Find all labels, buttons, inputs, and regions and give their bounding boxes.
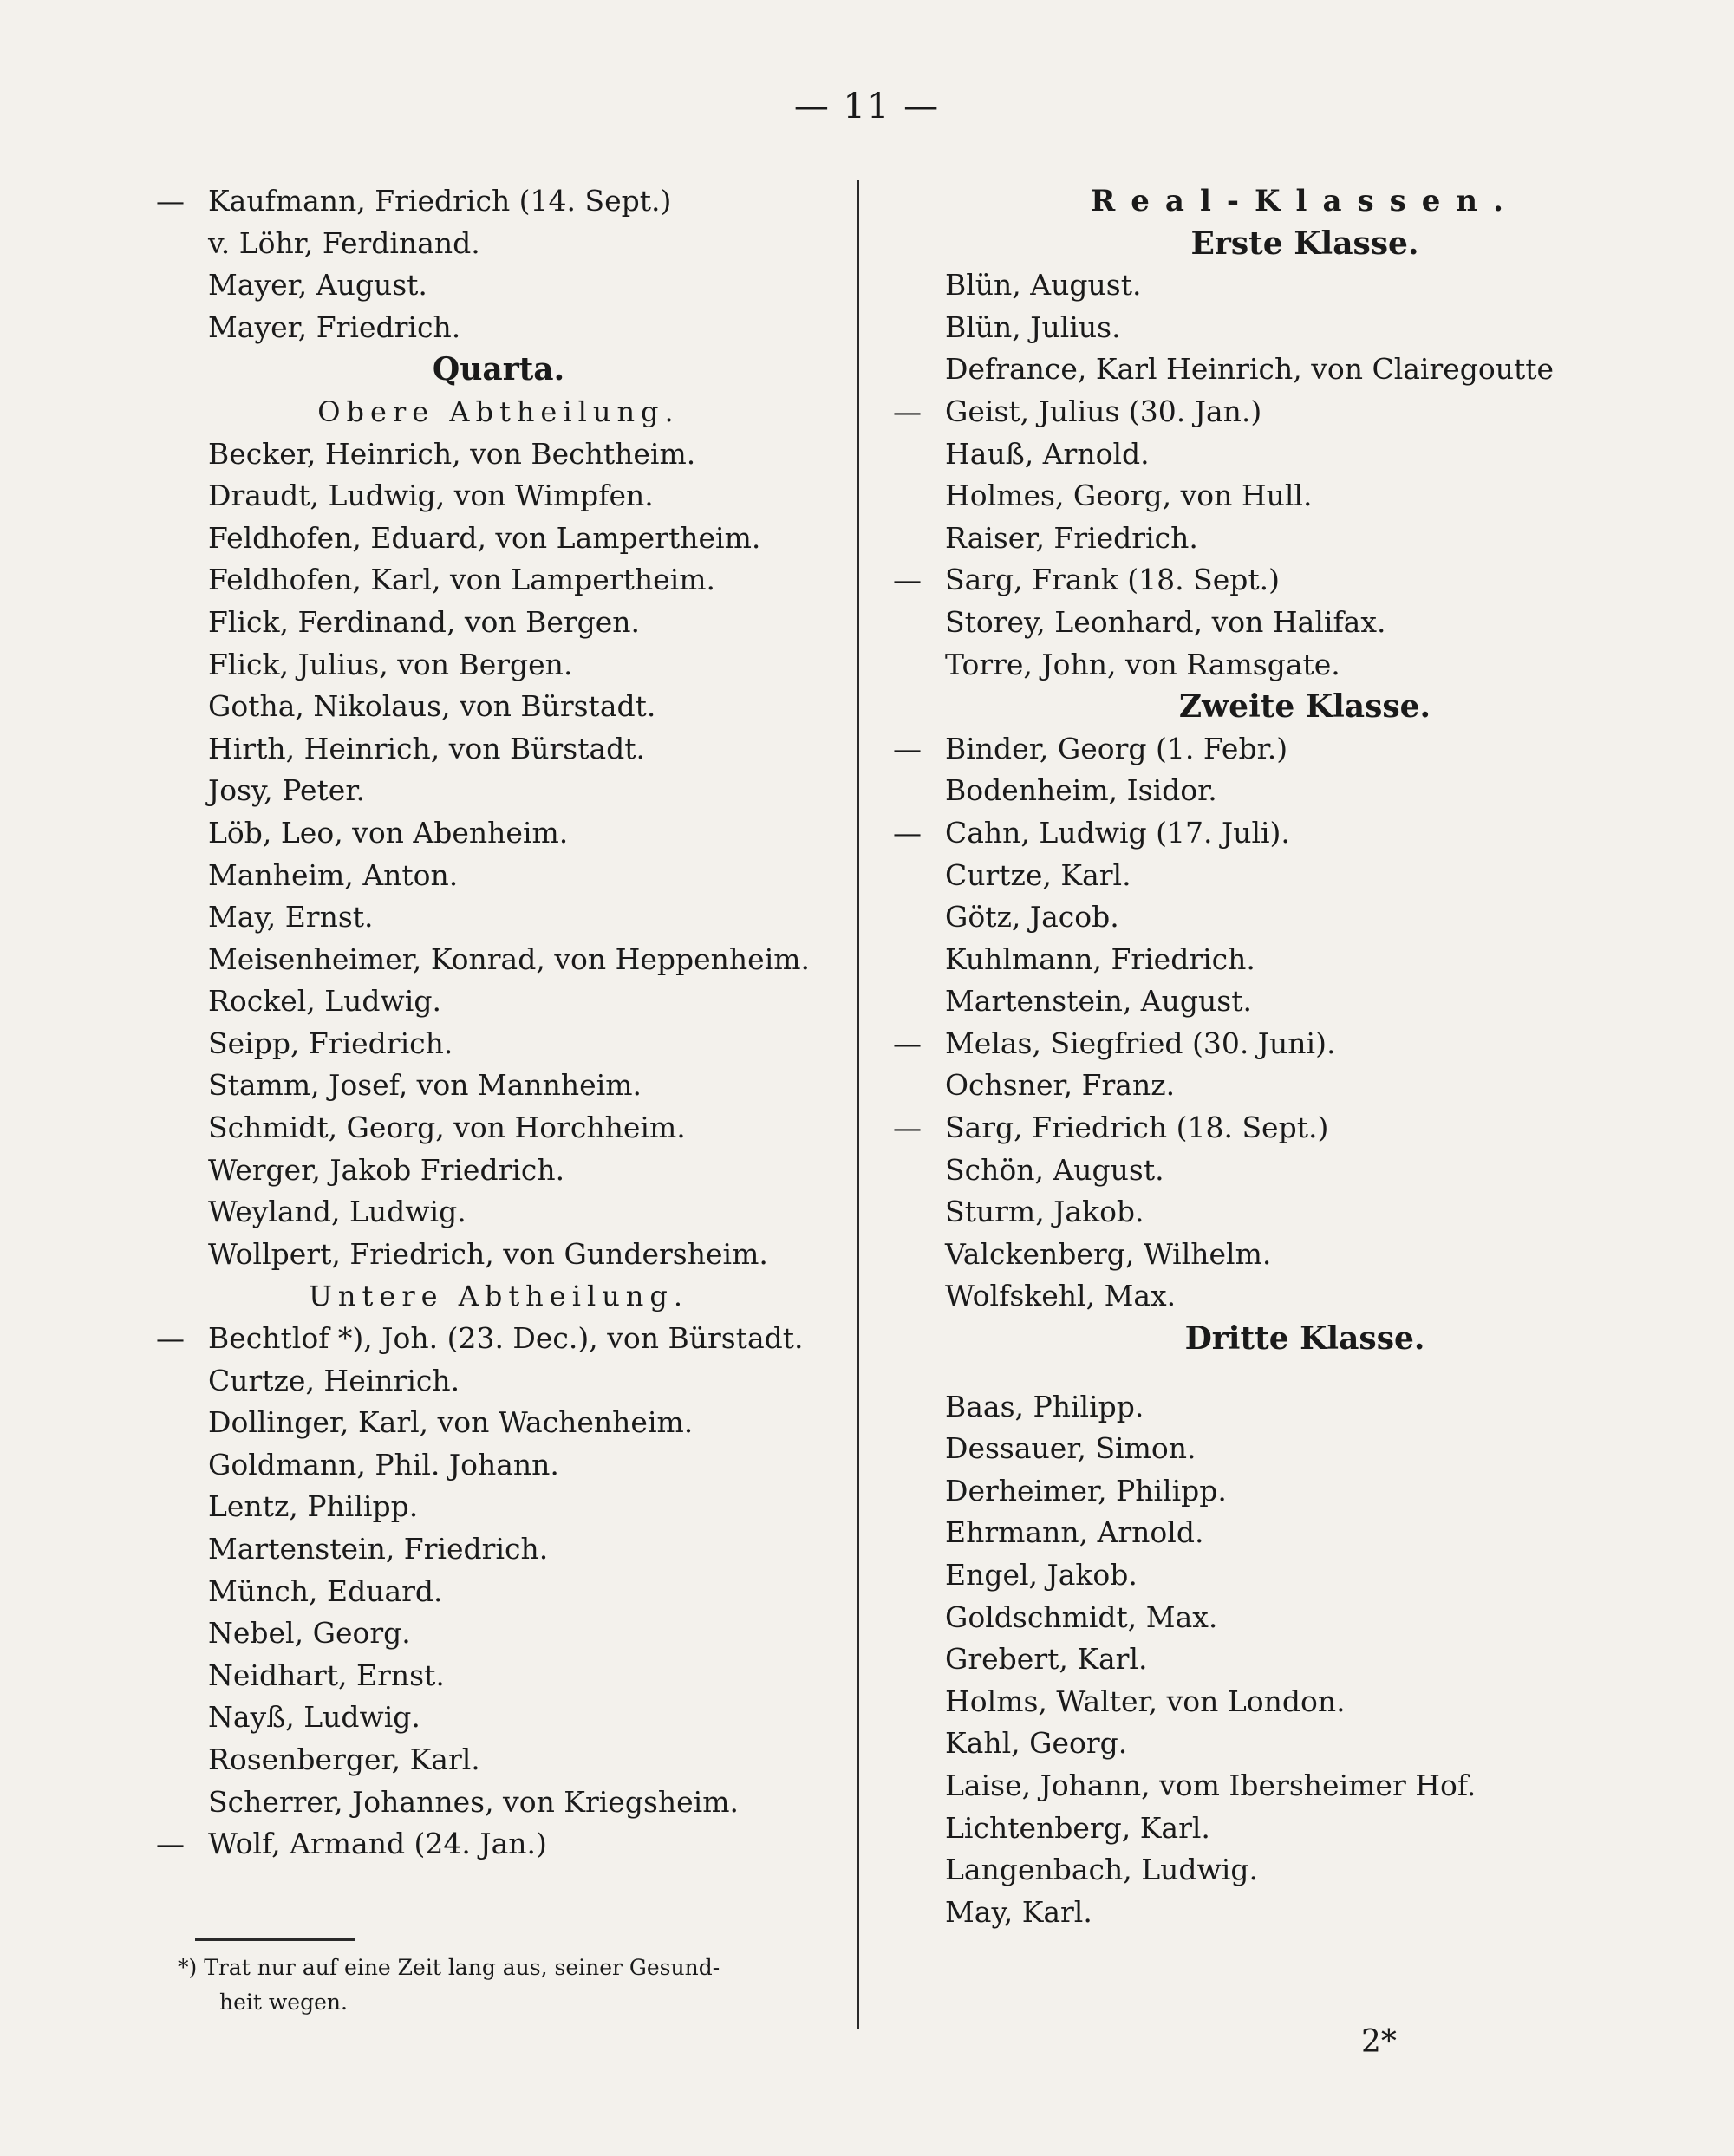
student-entry — [156, 559, 841, 602]
student-name: Hirth, Heinrich, von Bürstadt. — [208, 731, 646, 765]
student-entry — [893, 1512, 1717, 1554]
student-name: Rosenberger, Karl. — [208, 1742, 480, 1776]
student-name: Löb, Leo, von Abenheim. — [208, 815, 569, 850]
student-name: Bechtlof *), Joh. (23. Dec.), von Bürstadt. — [208, 1321, 804, 1356]
student-name: Ehrmann, Arnold. — [945, 1515, 1204, 1550]
student-name: Wolfskehl, Max. — [945, 1279, 1177, 1313]
student-entry — [893, 980, 1717, 1023]
student-entry — [893, 1723, 1717, 1765]
student-entry — [893, 1765, 1717, 1808]
departure-dash: — — [156, 1321, 185, 1356]
student-entry — [893, 1023, 1717, 1065]
student-entry — [156, 1444, 841, 1487]
student-name: Wolf, Armand (24. Jan.) — [208, 1827, 547, 1861]
student-name: Werger, Jakob Friedrich. — [208, 1152, 565, 1187]
student-entry — [156, 433, 841, 476]
student-entry — [893, 602, 1717, 644]
student-entry — [156, 1612, 841, 1655]
student-entry — [893, 1597, 1717, 1639]
student-name: Blün, August. — [945, 268, 1142, 303]
student-name: Feldhofen, Karl, von Lampertheim. — [208, 563, 715, 597]
student-name: Neidhart, Ernst. — [208, 1658, 445, 1692]
student-entry — [893, 1191, 1717, 1234]
student-name: Kahl, Georg. — [945, 1726, 1128, 1761]
student-name: Meisenheimer, Konrad, von Heppenheim. — [208, 941, 811, 976]
student-name: Martenstein, August. — [945, 984, 1252, 1019]
student-entry — [156, 1318, 841, 1360]
student-name: Rockel, Ludwig. — [208, 984, 441, 1019]
student-name: Laise, Johann, vom Ibersheimer Hof. — [945, 1768, 1477, 1802]
footnote — [178, 1951, 819, 2020]
student-entry — [893, 1849, 1717, 1892]
student-name: Mayer, August. — [208, 268, 427, 303]
student-entry — [156, 855, 841, 897]
student-entry — [156, 1191, 841, 1234]
spacer — [893, 1360, 1717, 1386]
departure-dash: — — [156, 184, 185, 218]
student-entry — [156, 1739, 841, 1781]
student-name: Sarg, Friedrich (18. Sept.) — [945, 1111, 1329, 1145]
student-name: Wollpert, Friedrich, von Gundersheim. — [208, 1236, 768, 1271]
student-name: Seipp, Friedrich. — [208, 1026, 453, 1060]
student-name: Schön, August. — [945, 1152, 1164, 1187]
right-column — [893, 180, 1717, 1933]
student-entry — [156, 1360, 841, 1403]
departure-dash: — — [156, 1827, 185, 1861]
student-entry — [156, 307, 841, 349]
student-name: Nayß, Ludwig. — [208, 1700, 420, 1735]
student-entry — [893, 1150, 1717, 1192]
student-entry — [893, 1470, 1717, 1513]
student-entry — [893, 559, 1717, 602]
student-entry — [893, 1107, 1717, 1150]
student-entry — [893, 1234, 1717, 1276]
student-name: Kuhlmann, Friedrich. — [945, 941, 1255, 976]
departure-dash: — — [893, 1026, 922, 1060]
student-name: Lichtenberg, Karl. — [945, 1810, 1210, 1845]
student-entry — [893, 728, 1717, 771]
student-entry — [893, 1808, 1717, 1850]
student-entry — [156, 644, 841, 687]
section-heading: Erste Klasse. — [1190, 225, 1419, 262]
departure-dash: — — [893, 563, 922, 597]
column-divider — [857, 180, 859, 2029]
student-name: Götz, Jacob. — [945, 900, 1119, 935]
student-name: Schmidt, Georg, von Horchheim. — [208, 1111, 686, 1145]
student-entry — [893, 518, 1717, 560]
student-name: Valckenberg, Wilhelm. — [945, 1236, 1272, 1271]
section-heading: Zweite Klasse. — [1178, 688, 1431, 726]
student-entry — [893, 1638, 1717, 1681]
student-name: Goldmann, Phil. Johann. — [208, 1447, 559, 1482]
student-entry — [156, 812, 841, 855]
student-entry — [893, 770, 1717, 812]
departure-dash: — — [893, 394, 922, 428]
student-entry — [156, 939, 841, 981]
student-name: Bodenheim, Isidor. — [945, 773, 1217, 808]
student-name: Geist, Julius (30. Jan.) — [945, 394, 1262, 428]
student-name: Ochsner, Franz. — [945, 1068, 1176, 1103]
student-entry — [156, 1823, 841, 1866]
student-entry — [156, 1150, 841, 1192]
left-column — [156, 180, 841, 1866]
student-name: Feldhofen, Eduard, von Lampertheim. — [208, 520, 761, 555]
column-heading: Real-Klassen. — [1091, 184, 1519, 218]
student-entry — [156, 1107, 841, 1150]
student-entry — [893, 1386, 1717, 1429]
student-name: Gotha, Nikolaus, von Bürstadt. — [208, 689, 656, 724]
student-name: Flick, Ferdinand, von Bergen. — [208, 604, 641, 639]
student-entry — [156, 686, 841, 728]
student-entry — [156, 602, 841, 644]
section-heading: Quarta. — [432, 351, 565, 388]
departure-dash: — — [893, 731, 922, 765]
student-entry — [893, 1428, 1717, 1470]
student-entry — [156, 1571, 841, 1613]
student-name: Melas, Siegfried (30. Juni). — [945, 1026, 1336, 1060]
student-entry — [156, 264, 841, 307]
student-entry — [893, 896, 1717, 939]
student-name: Derheimer, Philipp. — [945, 1473, 1227, 1508]
student-entry — [893, 939, 1717, 981]
student-name: Storey, Leonhard, von Halifax. — [945, 604, 1386, 639]
student-name: Josy, Peter. — [208, 773, 365, 808]
student-entry — [156, 1234, 841, 1276]
subsection-heading: Untere Abtheilung. — [308, 1280, 689, 1313]
footnote-line: *) Trat nur auf eine Zeit lang aus, seiner Gesund- — [178, 1955, 720, 1980]
student-name: Münch, Eduard. — [208, 1573, 443, 1608]
student-entry — [156, 1486, 841, 1528]
student-entry — [156, 1781, 841, 1824]
student-name: Holmes, Georg, von Hull. — [945, 479, 1313, 513]
student-name: Hauß, Arnold. — [945, 436, 1150, 471]
student-entry — [156, 770, 841, 812]
student-entry — [893, 1554, 1717, 1597]
student-entry — [893, 855, 1717, 897]
subsection-heading: Obere Abtheilung. — [317, 394, 680, 428]
footnote-rule — [195, 1938, 355, 1941]
student-entry — [156, 980, 841, 1023]
student-entry — [893, 475, 1717, 518]
student-name: Sarg, Frank (18. Sept.) — [945, 563, 1280, 597]
student-entry — [156, 518, 841, 560]
student-entry — [156, 1402, 841, 1444]
student-name: Mayer, Friedrich. — [208, 309, 461, 344]
student-name: Becker, Heinrich, von Bechtheim. — [208, 436, 696, 471]
student-name: Weyland, Ludwig. — [208, 1195, 466, 1229]
student-name: May, Ernst. — [208, 900, 374, 935]
student-name: Goldschmidt, Max. — [945, 1599, 1218, 1634]
student-name: Sturm, Jakob. — [945, 1195, 1144, 1229]
student-entry — [893, 1275, 1717, 1318]
student-name: Stamm, Josef, von Mannheim. — [208, 1068, 642, 1103]
student-entry — [156, 1697, 841, 1739]
student-name: Lentz, Philipp. — [208, 1489, 419, 1524]
student-name: Holms, Walter, von London. — [945, 1684, 1346, 1718]
student-entry — [893, 812, 1717, 855]
student-entry — [893, 1892, 1717, 1934]
student-name: Cahn, Ludwig (17. Juli). — [945, 815, 1290, 850]
student-entry — [156, 475, 841, 518]
student-name: Kaufmann, Friedrich (14. Sept.) — [208, 184, 672, 218]
student-entry — [893, 1065, 1717, 1107]
student-name: v. Löhr, Ferdinand. — [208, 225, 480, 260]
student-name: Binder, Georg (1. Febr.) — [945, 731, 1288, 765]
student-name: Langenbach, Ludwig. — [945, 1853, 1258, 1887]
student-name: Raiser, Friedrich. — [945, 520, 1198, 555]
student-entry — [156, 1065, 841, 1107]
student-entry — [156, 223, 841, 265]
student-name: Torre, John, von Ramsgate. — [945, 647, 1340, 681]
student-name: Baas, Philipp. — [945, 1389, 1144, 1423]
student-name: Manheim, Anton. — [208, 857, 459, 892]
departure-dash: — — [893, 815, 922, 850]
student-name: May, Karl. — [945, 1894, 1092, 1929]
student-entry — [893, 644, 1717, 687]
student-entry — [156, 1655, 841, 1697]
student-name: Defrance, Karl Heinrich, von Clairegoutte — [945, 352, 1555, 387]
student-name: Blün, Julius. — [945, 309, 1121, 344]
student-entry — [893, 264, 1717, 307]
student-entry — [156, 1023, 841, 1065]
student-entry — [893, 307, 1717, 349]
student-entry — [893, 433, 1717, 476]
student-name: Grebert, Karl. — [945, 1642, 1148, 1677]
student-entry — [156, 180, 841, 223]
departure-dash: — — [893, 1111, 922, 1145]
student-name: Curtze, Heinrich. — [208, 1363, 460, 1397]
student-name: Martenstein, Friedrich. — [208, 1532, 549, 1566]
student-name: Dessauer, Simon. — [945, 1431, 1196, 1466]
student-name: Nebel, Georg. — [208, 1616, 411, 1651]
student-entry — [893, 391, 1717, 433]
student-entry — [156, 728, 841, 771]
signature-mark: 2* — [1361, 2024, 1397, 2060]
student-name: Dollinger, Karl, von Wachenheim. — [208, 1405, 694, 1440]
student-name: Draudt, Ludwig, von Wimpfen. — [208, 479, 654, 513]
page-number: — 11 — — [793, 87, 941, 127]
student-entry — [156, 1528, 841, 1571]
student-name: Flick, Julius, von Bergen. — [208, 647, 573, 681]
student-name: Engel, Jakob. — [945, 1558, 1138, 1592]
student-name: Scherrer, Johannes, von Kriegsheim. — [208, 1784, 739, 1819]
student-name: Curtze, Karl. — [945, 857, 1131, 892]
student-entry — [893, 348, 1717, 391]
student-entry — [893, 1681, 1717, 1723]
section-heading: Dritte Klasse. — [1184, 1320, 1425, 1358]
footnote-line: heit wegen. — [219, 1990, 348, 2015]
student-entry — [156, 896, 841, 939]
